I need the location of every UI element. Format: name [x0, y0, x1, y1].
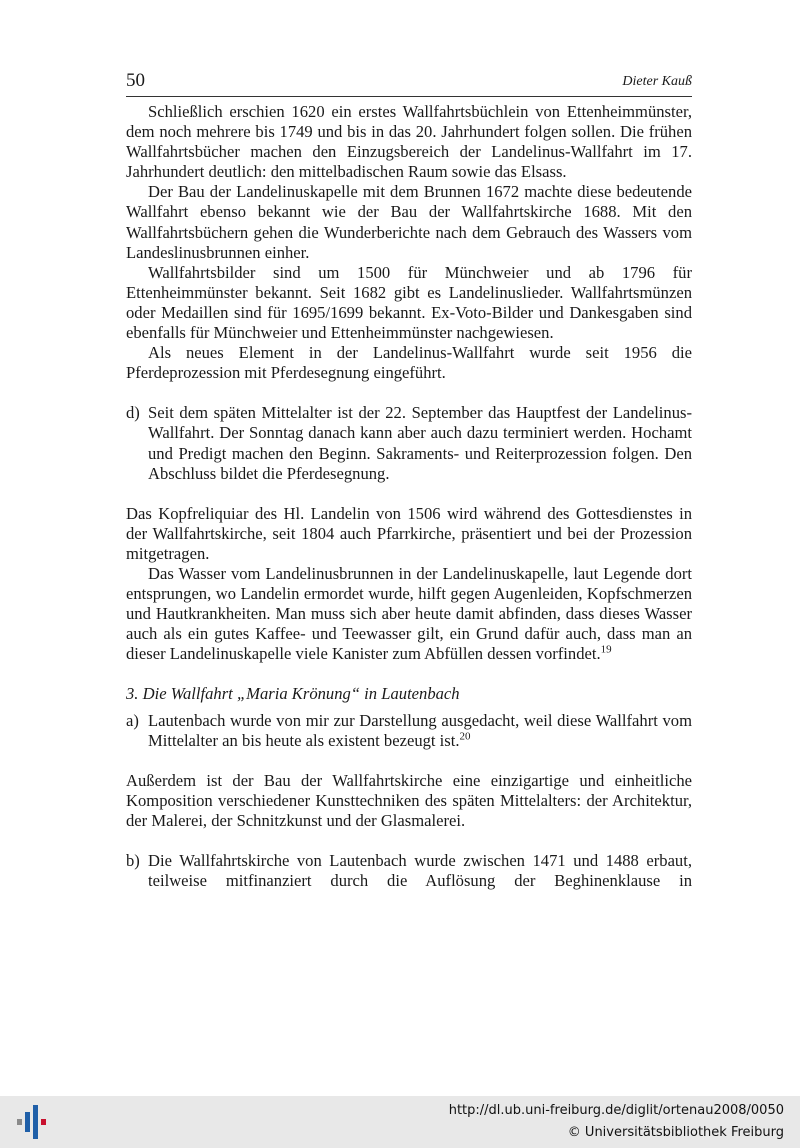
paragraph: Der Bau der Landelinuskapelle mit dem Brunnen 1672 machte diese bedeutende Wallfahrt ebenso bekannt wie der Bau der Wallfahrtskirche 1688. Mit den Wallfahrtsbüchern gehen die Wunderberichte nach dem Gebrauch des Wassers vom Landeslinusbrunnen einher.: [126, 182, 692, 262]
list-item-d: [126, 403, 692, 483]
footnote-ref: 19: [600, 643, 612, 656]
list-text-with-footnote: [148, 711, 692, 751]
list-text: Seit dem späten Mittelalter ist der 22. September das Hauptfest der Landelinus-Wallfahrt. Der Sonntag danach kann aber auch dazu terminiert werden. Hochamt und Predigt machen den Beginn. Sakraments- und Reiterprozession folgen. Den Abschluss bildet die Pferdesegnung.: [148, 403, 692, 483]
copyright-text: © Universitätsbibliothek Freiburg: [567, 1125, 784, 1140]
paragraph: Schließlich erschien 1620 ein erstes Wallfahrtsbüchlein von Ettenheimmünster, dem noch mehrere bis 1749 und bis in das 20. Jahrhundert folgen sollen. Die frühen Wallfahrtsbücher machen den Einzugsbereich der Landelinus-Wallfahrt im 17. Jahrhundert deutlich: den mittelbadischen Raum sowie das Elsass.: [126, 102, 692, 182]
footnote-ref: 20: [459, 730, 471, 743]
paragraph-with-footnote: [126, 564, 692, 664]
running-author: Dieter Kauß: [622, 74, 692, 89]
section-heading: 3. Die Wallfahrt „Maria Krönung“ in Lautenbach: [126, 684, 460, 704]
paragraph: Als neues Element in der Landelinus-Wallfahrt wurde seit 1956 die Pferdeprozession mit Pferdesegnung eingeführt.: [126, 343, 692, 383]
paragraph: Das Kopfreliquiar des Hl. Landelin von 1506 wird während des Gottesdienstes in der Wallfahrtskirche, seit 1804 auch Pfarrkirche, präsentiert und bei der Prozession mitgetragen.: [126, 503, 692, 563]
paragraph: Wallfahrtsbilder sind um 1500 für Münchweier und ab 1796 für Ettenheimmünster bekannt. Seit 1682 gibt es Landelinuslieder. Wallfahrtsmünzen oder Medaillen sind für 1695/1699 bekannt. Ex-Voto-Bilder und Dankesgaben sind ebenfalls für Münchweier und Ettenheimmünster nachgewiesen.: [126, 262, 692, 343]
list-text: Die Wallfahrtskirche von Lautenbach wurde zwischen 1471 und 1488 erbaut, teilweise mitfinanziert durch die Auflösung der Beghinenklause in: [148, 851, 692, 891]
list-item-a: [126, 711, 692, 751]
list-label: b): [126, 851, 140, 870]
viewer-footer: [0, 1096, 800, 1148]
page-body: [126, 102, 692, 891]
paragraph: Außerdem ist der Bau der Wallfahrtskirche eine einzigartige und einheitliche Komposition verschiedener Kunsttechniken des späten Mittelalters: der Architektur, der Malerei, der Schnitzkunst und der Glasmalerei.: [126, 770, 692, 830]
document-url-link[interactable]: http://dl.ub.uni-freiburg.de/diglit/ortenau2008/0050: [448, 1103, 784, 1118]
library-logo-icon: [12, 1102, 52, 1142]
list-label: d): [126, 403, 140, 423]
running-header: [126, 70, 692, 97]
list-item-b: [126, 851, 692, 891]
paragraph-text: Das Wasser vom Landelinusbrunnen in der Landelinuskapelle, laut Legende dort entsprungen, wo Landelin ermordet wurde, hilft gegen Augenleiden, Kopfschmerzen und Hautkrankheiten. Man muss sich aber heute damit abfinden, dass dieses Wasser auch als ein gutes Kaffee- und Teewasser gilt, ein Grund dafür auch, dass man an dieser Landelinuskapelle viele Kanister zum Abfüllen dessen vorfindet.: [126, 563, 692, 664]
page-number: 50: [126, 70, 145, 91]
list-text: Lautenbach wurde von mir zur Darstellung ausgedacht, weil diese Wallfahrt vom Mittelalter an bis heute als existent bezeugt ist.: [148, 710, 692, 750]
list-label: a): [126, 710, 139, 730]
